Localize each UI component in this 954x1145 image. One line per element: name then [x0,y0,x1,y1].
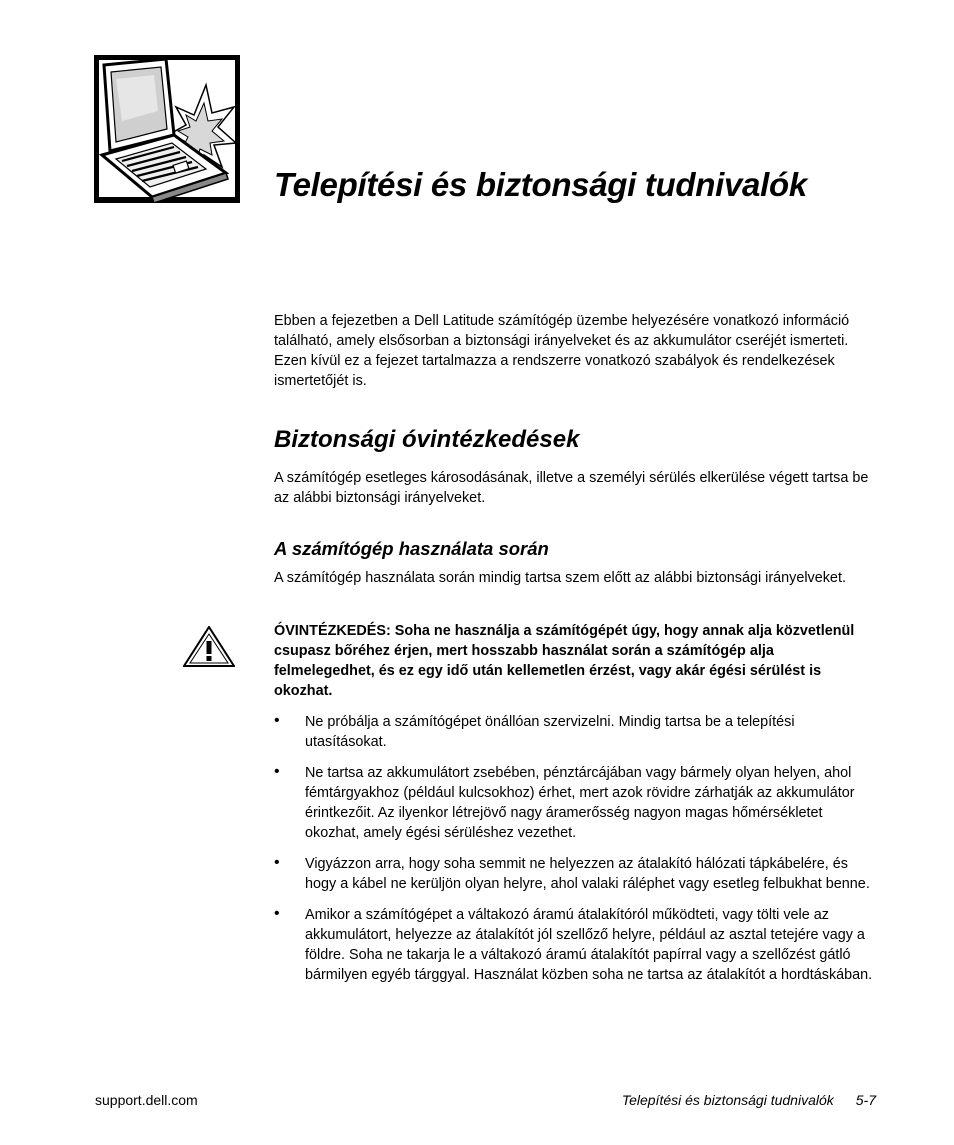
bullet-glyph: • [274,712,280,729]
list-item [274,763,874,843]
bullet-glyph: • [274,854,280,871]
warning-triangle-icon [183,626,235,668]
list-item [274,854,874,894]
list-item [274,712,874,752]
footer-chapter-title: Telepítési és biztonsági tudnivalók [621,1092,834,1108]
footer-page-number: 5-7 [855,1092,876,1108]
laptop-warning-logo [94,55,240,203]
bullet-text: Amikor a számítógépet a váltakozó áramú átalakítóról működteti, vagy tölti vele az akkumulátort, helyezze az átalakítót jól szellőző helyre, például az asztal tetejére vagy a földre. Soha ne takarja le a váltakozó áramú átalakítót papírral vagy a szellőzést gátló bármilyen egyéb tárggyal. Használat közben soha ne tartsa az átalakítót a hordtáskában. [305,907,873,983]
footer-website: support.dell.com [95,1092,198,1108]
bullet-glyph: • [274,905,280,922]
page-title: Telepítési és biztonsági tudnivalók [274,166,807,203]
section-heading: Biztonsági óvintézkedések [274,426,580,453]
section-paragraph: A számítógép esetleges károsodásának, illetve a személyi sérülés elkerülése végett tartsa be az alábbi biztonsági irányelveket. [274,470,869,506]
safety-bullet-list [274,712,874,996]
bullet-text: Ne próbálja a számítógépet önállóan szervizelni. Mindig tartsa be a telepítési utasításokat. [305,714,795,750]
bullet-text: Vigyázzon arra, hogy soha semmit ne helyezzen az átalakító hálózati tápkábelére, és hogy a kábel ne kerüljön olyan helyre, ahol valaki ráléphet vagy esetleg felbukhat benne. [305,856,870,892]
footer-chapter-info [622,1092,876,1108]
subsection-heading: A számítógép használata során [274,538,549,559]
list-item [274,905,874,985]
intro-paragraph: Ebben a fejezetben a Dell Latitude számítógép üzembe helyezésére vonatkozó információ található, amely elsősorban a biztonsági irányelveket és az akkumulátor cseréjét ismerteti. Ezen kívül ez a fejezet tartalmazza a rendszerre vonatkozó szabályok és rendelkezések ismertetőjét is. [274,313,850,389]
subsection-paragraph: A számítógép használata során mindig tartsa szem előtt az alábbi biztonsági irányelveket. [274,570,846,586]
bullet-glyph: • [274,763,280,780]
bullet-text: Ne tartsa az akkumulátort zsebében, pénztárcájában vagy bármely olyan helyen, ahol fémtárgyakhoz (például kulcsokhoz) érhet, mert azok rövidre zárhatják az akkumulátor érintkezőit. Az ilyenkor létrejövő nagy áramerősség nagyon magas hőmérsékletet okozhat, amely égési sérüléshez vezethet. [305,765,855,841]
caution-text: ÓVINTÉZKEDÉS: Soha ne használja a számítógépét úgy, hogy annak alja közvetlenül csupasz bőréhez érjen, mert hosszabb használat során a számítógép alja felmelegedhet, és ez egy idő után kellemetlen érzést, vagy akár égési sérülést is okozhat. [274,623,855,699]
